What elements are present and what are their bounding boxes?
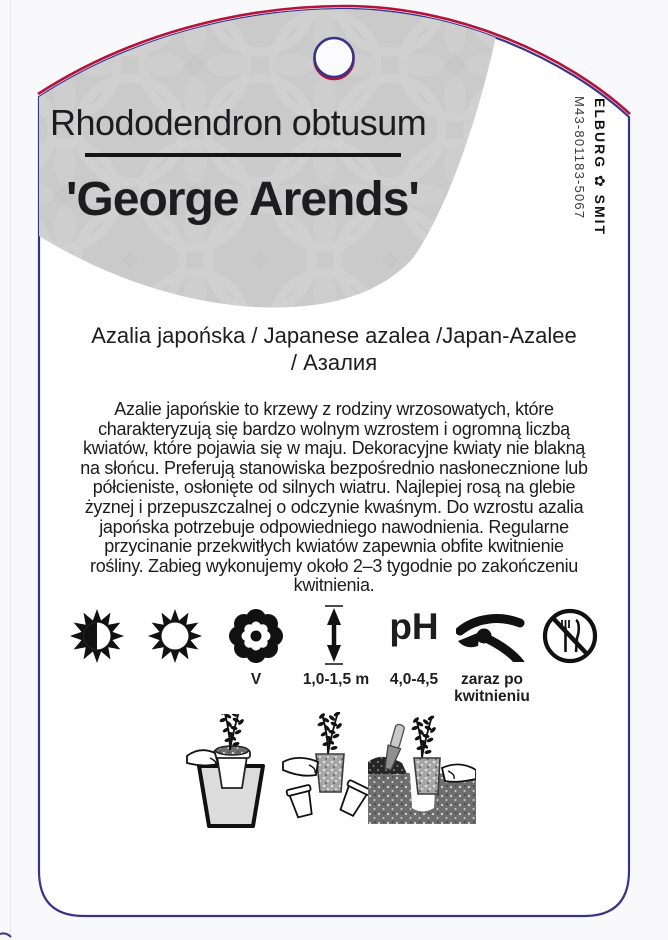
pruning-shears-icon	[456, 612, 526, 662]
common-names-line1: Azalia japońska / Japanese azalea /Japan-Azalee	[91, 323, 577, 348]
description-line: japońska potrzebuje odpowiedniego nawodnienia. Regularne	[99, 516, 569, 537]
description-line: charakteryzują się bardzo wolnym wzrostem i ogromną liczbą	[98, 418, 570, 439]
common-names-line2: / Азалия	[290, 350, 378, 375]
description-line: przycinanie przekwitłych kwiatów zapewnia obfite kwitnienie	[104, 536, 564, 557]
ph-range-label: 4,0-4,5	[389, 671, 439, 688]
height-range-label: 1,0-1,5 m	[302, 671, 370, 688]
neighbor-border-fragment	[0, 933, 11, 937]
full-sun-icon	[146, 607, 204, 665]
pruning-time-line2: kwitnieniu	[454, 688, 530, 705]
soak-rootball-pictogram	[186, 714, 268, 830]
description-line: kwitnienia.	[293, 575, 375, 596]
ph-icon: pH	[389, 606, 439, 647]
remove-pot-pictogram	[282, 712, 370, 830]
description-line: Azalie japońskie to krzewy z rodziny wrzosowatych, które	[114, 399, 554, 419]
cultivar-title: 'George Arends'	[66, 173, 419, 226]
flower-icon	[227, 607, 285, 665]
hang-hole	[315, 38, 354, 79]
common-names	[34, 322, 634, 376]
partial-sun-icon	[68, 607, 126, 665]
product-code: M43-801183-5067	[572, 96, 587, 220]
flowering-month-label: V	[250, 671, 262, 688]
description-line: na słońcu. Preferują stanowiska bezpośrednio nasłonecznione lub	[80, 457, 588, 478]
title-divider	[85, 153, 401, 157]
plant-in-ground-pictogram	[368, 712, 476, 830]
pruning-time-line1: zaraz po	[460, 671, 523, 688]
description-line: kwiatów, które pojawia się w maju. Dekoracyjne kwiaty nie blakną	[82, 438, 586, 459]
species-title: Rhododendron obtusum	[50, 102, 427, 143]
pruning-time-label	[442, 671, 542, 705]
description-line: rośliny. Zabieg wykonujemy około 2–3 tygodnie po zakończeniu	[90, 555, 578, 576]
height-arrow-icon	[322, 604, 346, 666]
description-line: półcieniste, osłonięte od silnych wiatru. Najlepiej rosą na glebie	[92, 477, 576, 498]
description-paragraph	[34, 400, 634, 596]
producer-brand: ELBURG ✿ SMIT	[592, 98, 608, 237]
not-edible-icon	[541, 607, 599, 665]
description-line: żyznej i przepuszczalnej o odczynie kwaśnym. Do wzrostu azalia	[84, 496, 584, 517]
